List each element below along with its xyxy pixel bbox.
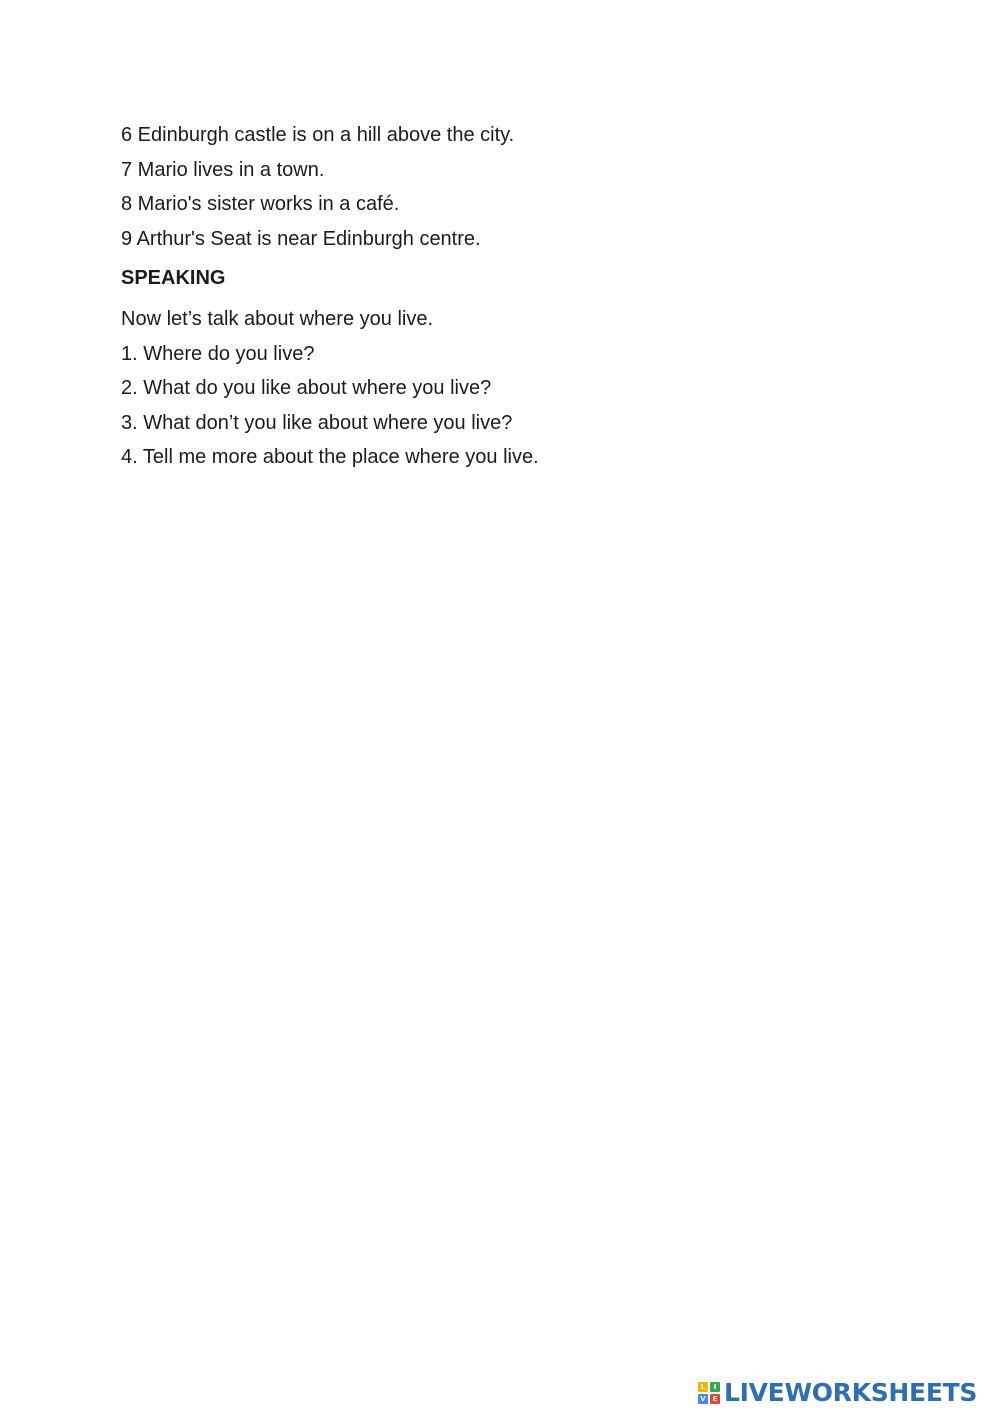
speaking-question-2: 2. What do you like about where you live?	[121, 377, 492, 399]
logo-mark-icon	[698, 1382, 720, 1404]
logo-mark-cell-l: L	[698, 1382, 708, 1392]
statement-9: 9 Arthur's Seat is near Edinburgh centre.	[121, 227, 481, 250]
logo-mark-cell-v: V	[698, 1394, 708, 1404]
logo-mark-cell-e: E	[710, 1394, 720, 1404]
speaking-intro: Now let’s talk about where you live.	[121, 308, 434, 330]
speaking-question-1: 1. Where do you live?	[121, 342, 315, 365]
logo-mark-cell-i: I	[710, 1382, 720, 1392]
worksheet-content	[121, 118, 881, 475]
statement-8: 8 Mario's sister works in a café.	[121, 193, 400, 215]
statement-6: 6 Edinburgh castle is on a hill above the city.	[121, 124, 515, 146]
liveworksheets-logo	[698, 1378, 977, 1408]
logo-text: LIVEWORKSHEETS	[724, 1378, 978, 1407]
speaking-heading: SPEAKING	[121, 267, 226, 289]
speaking-question-4: 4. Tell me more about the place where you live.	[121, 446, 539, 468]
speaking-question-3: 3. What don’t you like about where you live?	[121, 411, 513, 434]
statement-7: 7 Mario lives in a town.	[121, 158, 325, 181]
